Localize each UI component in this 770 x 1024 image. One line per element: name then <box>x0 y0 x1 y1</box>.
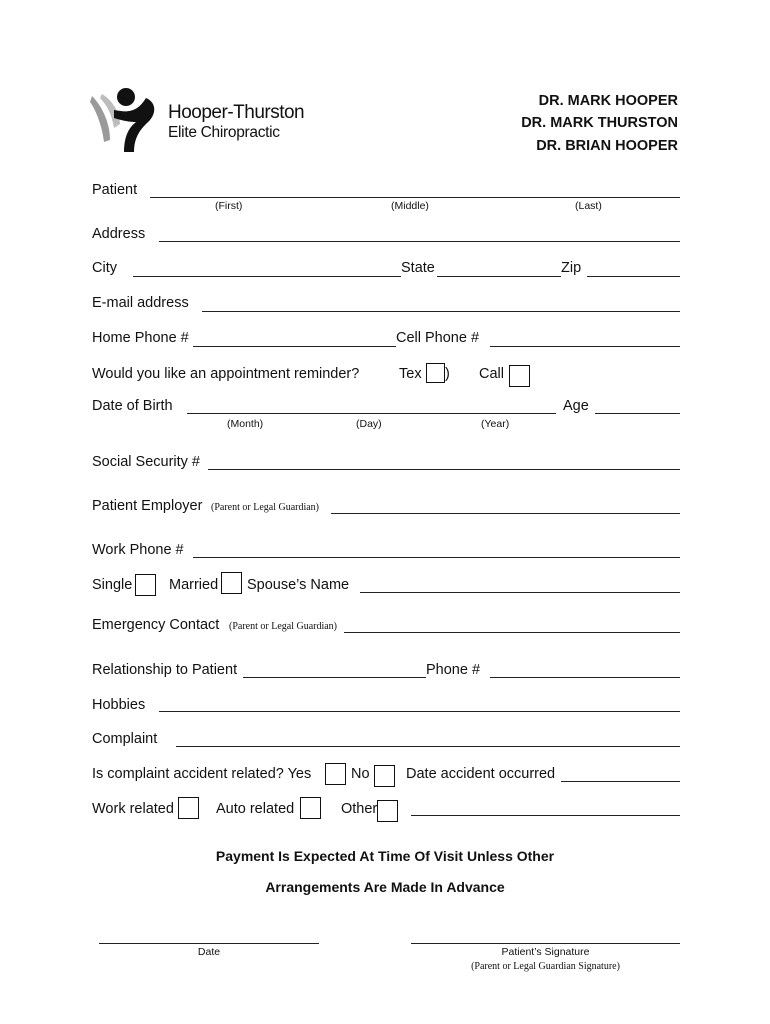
accident-no-checkbox[interactable] <box>374 765 395 787</box>
logo <box>86 84 316 156</box>
ssn-field[interactable] <box>208 469 680 470</box>
ssn-label: Social Security # <box>92 454 200 470</box>
month-sublabel: (Month) <box>227 418 264 430</box>
employer-label: Patient Employer <box>92 498 203 514</box>
date-signature-label: Date <box>197 946 221 958</box>
last-sublabel: (Last) <box>575 200 602 212</box>
first-sublabel: (First) <box>215 200 243 212</box>
dob-field[interactable] <box>187 413 556 414</box>
reminder-question: Would you like an appointment reminder? <box>92 366 360 382</box>
work-related-label: Work related <box>92 801 174 817</box>
text-checkbox[interactable] <box>426 363 445 383</box>
middle-sublabel: (Middle) <box>391 200 429 212</box>
call-checkbox[interactable] <box>509 365 530 387</box>
emergency-guardian-note: (Parent or Legal Guardian) <box>229 621 338 632</box>
dob-label: Date of Birth <box>92 398 173 414</box>
state-field[interactable] <box>437 276 561 277</box>
single-checkbox[interactable] <box>135 574 156 596</box>
age-label: Age <box>563 398 589 414</box>
employer-guardian-note: (Parent or Legal Guardian) <box>211 502 320 513</box>
single-label: Single <box>92 577 133 593</box>
patient-signature-field[interactable] <box>411 943 680 944</box>
address-label: Address <box>92 226 146 242</box>
relationship-phone-field[interactable] <box>490 677 680 678</box>
relationship-label: Relationship to Patient <box>92 662 238 678</box>
city-field[interactable] <box>133 276 401 277</box>
day-sublabel: (Day) <box>356 418 382 430</box>
city-label: City <box>92 260 117 276</box>
hobbies-field[interactable] <box>159 711 680 712</box>
employer-field[interactable] <box>331 513 680 514</box>
emergency-field[interactable] <box>344 632 680 633</box>
auto-related-label: Auto related <box>216 801 295 817</box>
address-field[interactable] <box>159 241 680 242</box>
other-checkbox[interactable] <box>377 800 398 822</box>
date-accident-label: Date accident occurred <box>406 766 556 782</box>
relationship-phone-label: Phone # <box>426 662 481 678</box>
guardian-signature-label: (Parent or Legal Guardian Signature) <box>471 961 620 972</box>
call-option-label: Call <box>479 366 504 382</box>
work-phone-field[interactable] <box>193 557 680 558</box>
email-label: E-mail address <box>92 295 189 311</box>
payment-notice-line2: Arrangements Are Made In Advance <box>265 879 505 895</box>
relationship-field[interactable] <box>243 677 426 678</box>
work-phone-label: Work Phone # <box>92 542 184 558</box>
logo-mark-icon <box>86 84 166 156</box>
doctor-name: DR. MARK THURSTON <box>521 115 678 131</box>
cell-phone-field[interactable] <box>490 346 680 347</box>
patient-label: Patient <box>92 182 138 198</box>
age-field[interactable] <box>595 413 680 414</box>
cell-phone-label: Cell Phone # <box>396 330 480 346</box>
home-phone-label: Home Phone # <box>92 330 189 346</box>
logo-name: Hooper-Thurston <box>168 102 305 123</box>
auto-related-checkbox[interactable] <box>300 797 321 819</box>
accident-yes-checkbox[interactable] <box>325 763 346 785</box>
spouse-field[interactable] <box>360 592 680 593</box>
home-phone-field[interactable] <box>193 346 396 347</box>
work-related-checkbox[interactable] <box>178 797 199 819</box>
text-option-label: Tex <box>399 366 422 382</box>
patient-name-field[interactable] <box>150 197 680 198</box>
doctor-name: DR. MARK HOOPER <box>538 93 678 109</box>
accident-question: Is complaint accident related? Yes <box>92 766 312 782</box>
date-accident-field[interactable] <box>561 781 680 782</box>
complaint-label: Complaint <box>92 731 158 747</box>
state-label: State <box>401 260 435 276</box>
date-signature-field[interactable] <box>99 943 319 944</box>
hobbies-label: Hobbies <box>92 697 146 713</box>
other-field[interactable] <box>411 815 680 816</box>
married-label: Married <box>169 577 219 593</box>
complaint-field[interactable] <box>176 746 680 747</box>
payment-notice-line1: Payment Is Expected At Time Of Visit Unless Other <box>215 848 555 864</box>
emergency-label: Emergency Contact <box>92 617 220 633</box>
text-option-paren: ) <box>445 366 450 382</box>
doctor-name: DR. BRIAN HOOPER <box>536 138 678 154</box>
logo-tagline: Elite Chiropractic <box>168 124 280 141</box>
year-sublabel: (Year) <box>481 418 510 430</box>
patient-signature-label: Patient’s Signature <box>501 946 590 958</box>
zip-label: Zip <box>561 260 582 276</box>
email-field[interactable] <box>202 311 680 312</box>
accident-no-label: No <box>351 766 370 782</box>
zip-field[interactable] <box>587 276 680 277</box>
married-checkbox[interactable] <box>221 572 242 594</box>
spouse-label: Spouse’s Name <box>247 577 350 593</box>
other-label: Other <box>341 801 378 817</box>
